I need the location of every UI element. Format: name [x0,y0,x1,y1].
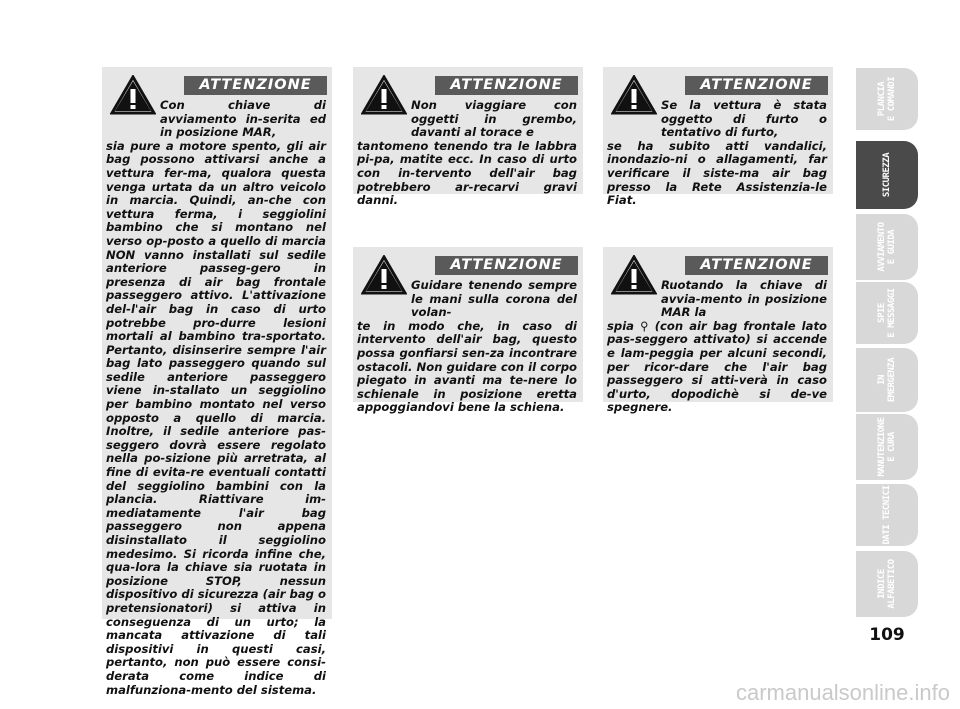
warning-body: spia ⚲ (con air bag frontale lato pas-seggero attivato) si accende e lam-peggia per alcuni secondi, per ricor-dare che l'air bag passeggero si atti-verà in caso d'urto, dopodichè si de-ve spegnere. [607,318,827,415]
warning-box [603,67,833,208]
warning-text [607,99,827,208]
tab-in-emergenza[interactable]: IN EMERGENZA [856,348,918,412]
tab-dati-tecnici[interactable]: DATI TECNICI [856,484,918,546]
page-number: 109 [869,625,905,645]
tab-sicurezza[interactable]: SICUREZZA [856,141,918,209]
warning-text [607,279,827,415]
warning-lead: Ruotando la chiave di avvia-mento in posizione MAR la [661,278,827,320]
warning-body: te in modo che, in caso di intervento dell'air bag, questo possa gonfiarsi sen-za incontrare ostacoli. Non guidare con il corpo piegato in avanti ma te-nere lo schienale in posizione eretta appoggiandovi bene la schiena. [357,318,577,415]
warning-text [357,99,577,208]
warning-box [353,247,583,415]
warning-heading: ATTENZIONE [685,76,828,95]
tab-indice-alfabetico[interactable]: INDICE ALFABETICO [856,551,918,617]
warning-box [102,67,332,697]
tab-manutenzione-e-cura[interactable]: MANUTENZIONE E CURA [856,414,918,480]
warning-heading: ATTENZIONE [435,256,578,275]
watermark: carmanualsonline.info [735,680,950,705]
warning-text [357,279,577,415]
warning-lead: Non viaggiare con oggetti in grembo, davanti al torace e [411,98,577,140]
warning-heading: ATTENZIONE [435,76,578,95]
warning-lead: Con chiave di avviamento in-serita ed in posizione MAR, [160,98,326,140]
warning-heading: ATTENZIONE [184,76,327,95]
warning-box [353,67,583,208]
warning-body: se ha subito atti vandalici, inondazio-ni o allagamenti, far verificare il siste-ma air bag presso la Rete Assistenzia-le Fiat. [607,138,827,208]
warning-heading: ATTENZIONE [685,256,828,275]
warning-body: tantomeno tenendo tra le labbra pi-pa, matite ecc. In caso di urto con in-tervento dell'air bag potrebbero ar-recarvi gravi danni. [357,138,577,208]
warning-body: sia pure a motore spento, gli air bag possono attivarsi anche a vettura fer-ma, qualora questa venga urtata da un altro veicolo in marcia. Quindi, an-che con vettura ferma, i seggiolini bambino che si montano nel verso op-posto a quello di marcia NON vanno installati sul sedile anteriore passeg-gero in presenza di air bag frontale passeggero attivo. L'attivazione del-l'air bag in caso di urto potrebbe pro-durre lesioni mortali al bambino tra-sportato. Pertanto, disinserire sempre l'air bag lato passeggero quando sul sedile anteriore passeggero viene in-stallato un seggiolino per bambino montato nel verso opposto a quello di marcia. Inoltre, il sedile anteriore pas-seggero dovrà essere regolato nella po-sizione più arretrata, al fine di evita-re eventuali contatti del seggiolino bambini con la plancia. Riattivare im-mediatamente l'air bag passeggero non appena disinstallato il seggiolino medesimo. Si ricorda infine che, qua-lora la chiave sia ruotata in posizione STOP, nessun dispositivo di sicurezza (air bag o pretensionatori) si attiva in conseguenza di un urto; la mancata attivazione di tali dispositivi in questi casi, pertanto, non può essere consi-derata come indice di malfunziona-mento del sistema. [106,138,326,697]
warning-lead: Se la vettura è stata oggetto di furto o tentativo di furto, [661,98,827,140]
warning-box [603,247,833,415]
warning-text [106,99,326,697]
tab-spie-e-messaggi[interactable]: SPIE E MESSAGGI [856,282,918,344]
tab-avviamento-e-guida[interactable]: AVVIAMENTO E GUIDA [856,214,918,280]
tab-plancia-e-comandi[interactable]: PLANCIA E COMANDI [856,68,918,130]
warning-lead: Guidare tenendo sempre le mani sulla corona del volan- [411,278,577,320]
